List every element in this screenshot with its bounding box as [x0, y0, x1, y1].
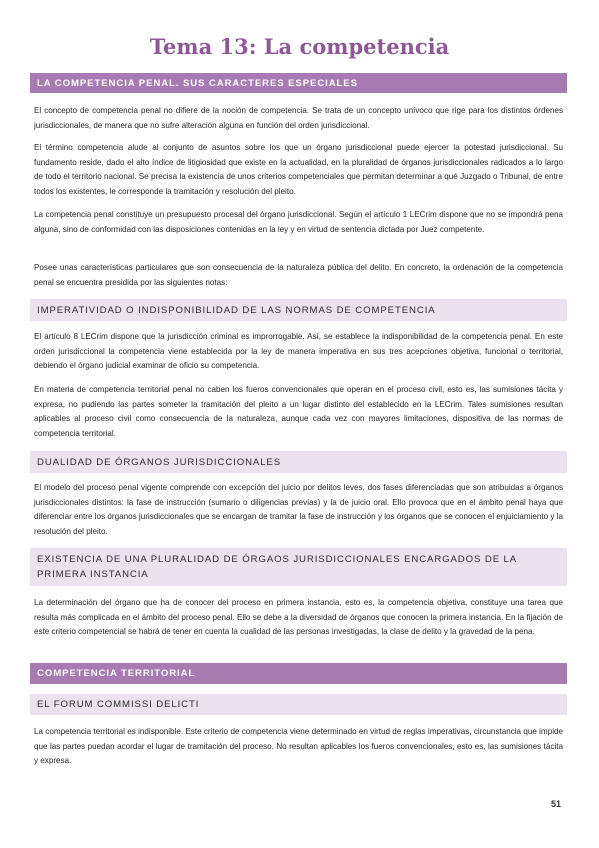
- paragraph: El modelo del proceso penal vigente comprende con excepción del juicio por delitos leves, dos fases diferenciadas que son atribuidas a órganos jurisdiccionales distintos: la fase de instrucción (sumario o diligencias previas) y la de juicio oral. Ello provoca que en el ámbito penal haya que diferenciar entre los órganos jurisdiccionales que se encargan de tramitar la fase de instrucción y los órganos que se conocen el enjuiciamiento y la resolución del pleito.: [34, 483, 563, 536]
- paragraph: La determinación del órgano que ha de conocer del proceso en primera instancia, esto es, la competencia objetiva, constituye una tarea que resulta más complicada en el ámbito del proceso penal. Ello se debe a la diversidad de órganos que conocen la primera instancia. En la fijación de este criterio competencial se habrá de tener en cuenta la cualidad de las personas investigadas, la clase de delito y la gravedad de la pena.: [34, 598, 563, 636]
- paragraph: En materia de competencia territorial penal no caben los fueros convencionales que operan en el proceso civil, esto es, las sumisiones tácita y expresa, no pudiendo las partes someter la tramitación del pleito a un lugar distinto del establecido en la LECrim. Tales sumisiones resultan aplicables al proceso civil como consecuencia de la naturaleza, aunque cada vez con mayores limitaciones, dispositiva de las normas de competencia territorial.: [34, 385, 563, 438]
- paragraph: La competencia territorial es indisponible. Este criterio de competencia viene determinado en virtud de reglas imperativas, circunstancia que impide que las partes puedan acordar el lugar de tramitación del proceso. No resultan aplicables los fueros convencionales, esto es, las sumisiones tácita y expresa.: [34, 727, 563, 765]
- page-title: Tema 13: La competencia: [149, 34, 450, 59]
- paragraph: El concepto de competencia penal no difiere de la noción de competencia. Se trata de un concepto unívoco que rige para los distintos órdenes jurisdiccionales, de manera que no sufre alteración alguna en función del orden jurisdiccional.: [34, 106, 563, 130]
- subsection-heading-pluralidad: EXISTENCIA DE UNA PLURALIDAD DE ÓRGAOS JURISDICCIONALES ENCARGADOS DE LA PRIMERA INSTANCIA: [30, 548, 567, 586]
- paragraph: El término competencia alude al conjunto de asuntos sobre los que un órgano jurisdiccional puede ejercer la potestad jurisdiccional. Su fundamento reside, dado el alto índice de litigiosidad que existe en la actualidad, en la pluralidad de órganos jurisdiccionales radicados a lo largo de todo el territorio nacional. Se precisa la existencia de unos criterios competenciales que permitan determinar a qué Juzgado o Tribunal, de entre todos los existentes, le corresponde la tramitación y resolución del pleito.: [34, 143, 563, 196]
- section-heading-competencia-territorial: COMPETENCIA TERRITORIAL: [30, 663, 567, 684]
- paragraph: La competencia penal constituye un presupuesto procesal del órgano jurisdiccional. Según el artículo 1 LECrim dispone que no se impondrá pena alguna, sino de conformidad con las disposiciones contenidas en la ley y en virtud de sentencia dictada por Juez competente.: [34, 210, 563, 234]
- paragraph: Posee unas características particulares que son consecuencia de la naturaleza pública del delito. En concreto, la ordenación de la competencia penal se encuentra presidida por las siguientes notas:: [34, 263, 563, 287]
- subsection-heading-imperatividad: IMPERATIVIDAD O INDISPONIBILIDAD DE LAS NORMAS DE COMPETENCIA: [30, 299, 567, 321]
- subsection-heading-forum-commissi-delicti: EL FORUM COMMISSI DELICTI: [30, 694, 567, 715]
- subsection-heading-dualidad: DUALIDAD DE ÓRGANOS JURISDICCIONALES: [30, 451, 567, 473]
- section-heading-competencia-penal: LA COMPETENCIA PENAL. SUS CARACTERES ESPECIALES: [30, 73, 567, 93]
- page-number: 51: [550, 799, 561, 809]
- paragraph: El artículo 8 LECrim dispone que la jurisdicción criminal es improrrogable. Así, se establece la indisponibilidad de la competencia penal. En este orden jurisdiccional la competencia viene establecida por la ley de manera imperativa en sus tres acepciones objetiva, funcional o territorial, debiendo el órgano judicial examinar de oficio su competencia.: [34, 332, 563, 370]
